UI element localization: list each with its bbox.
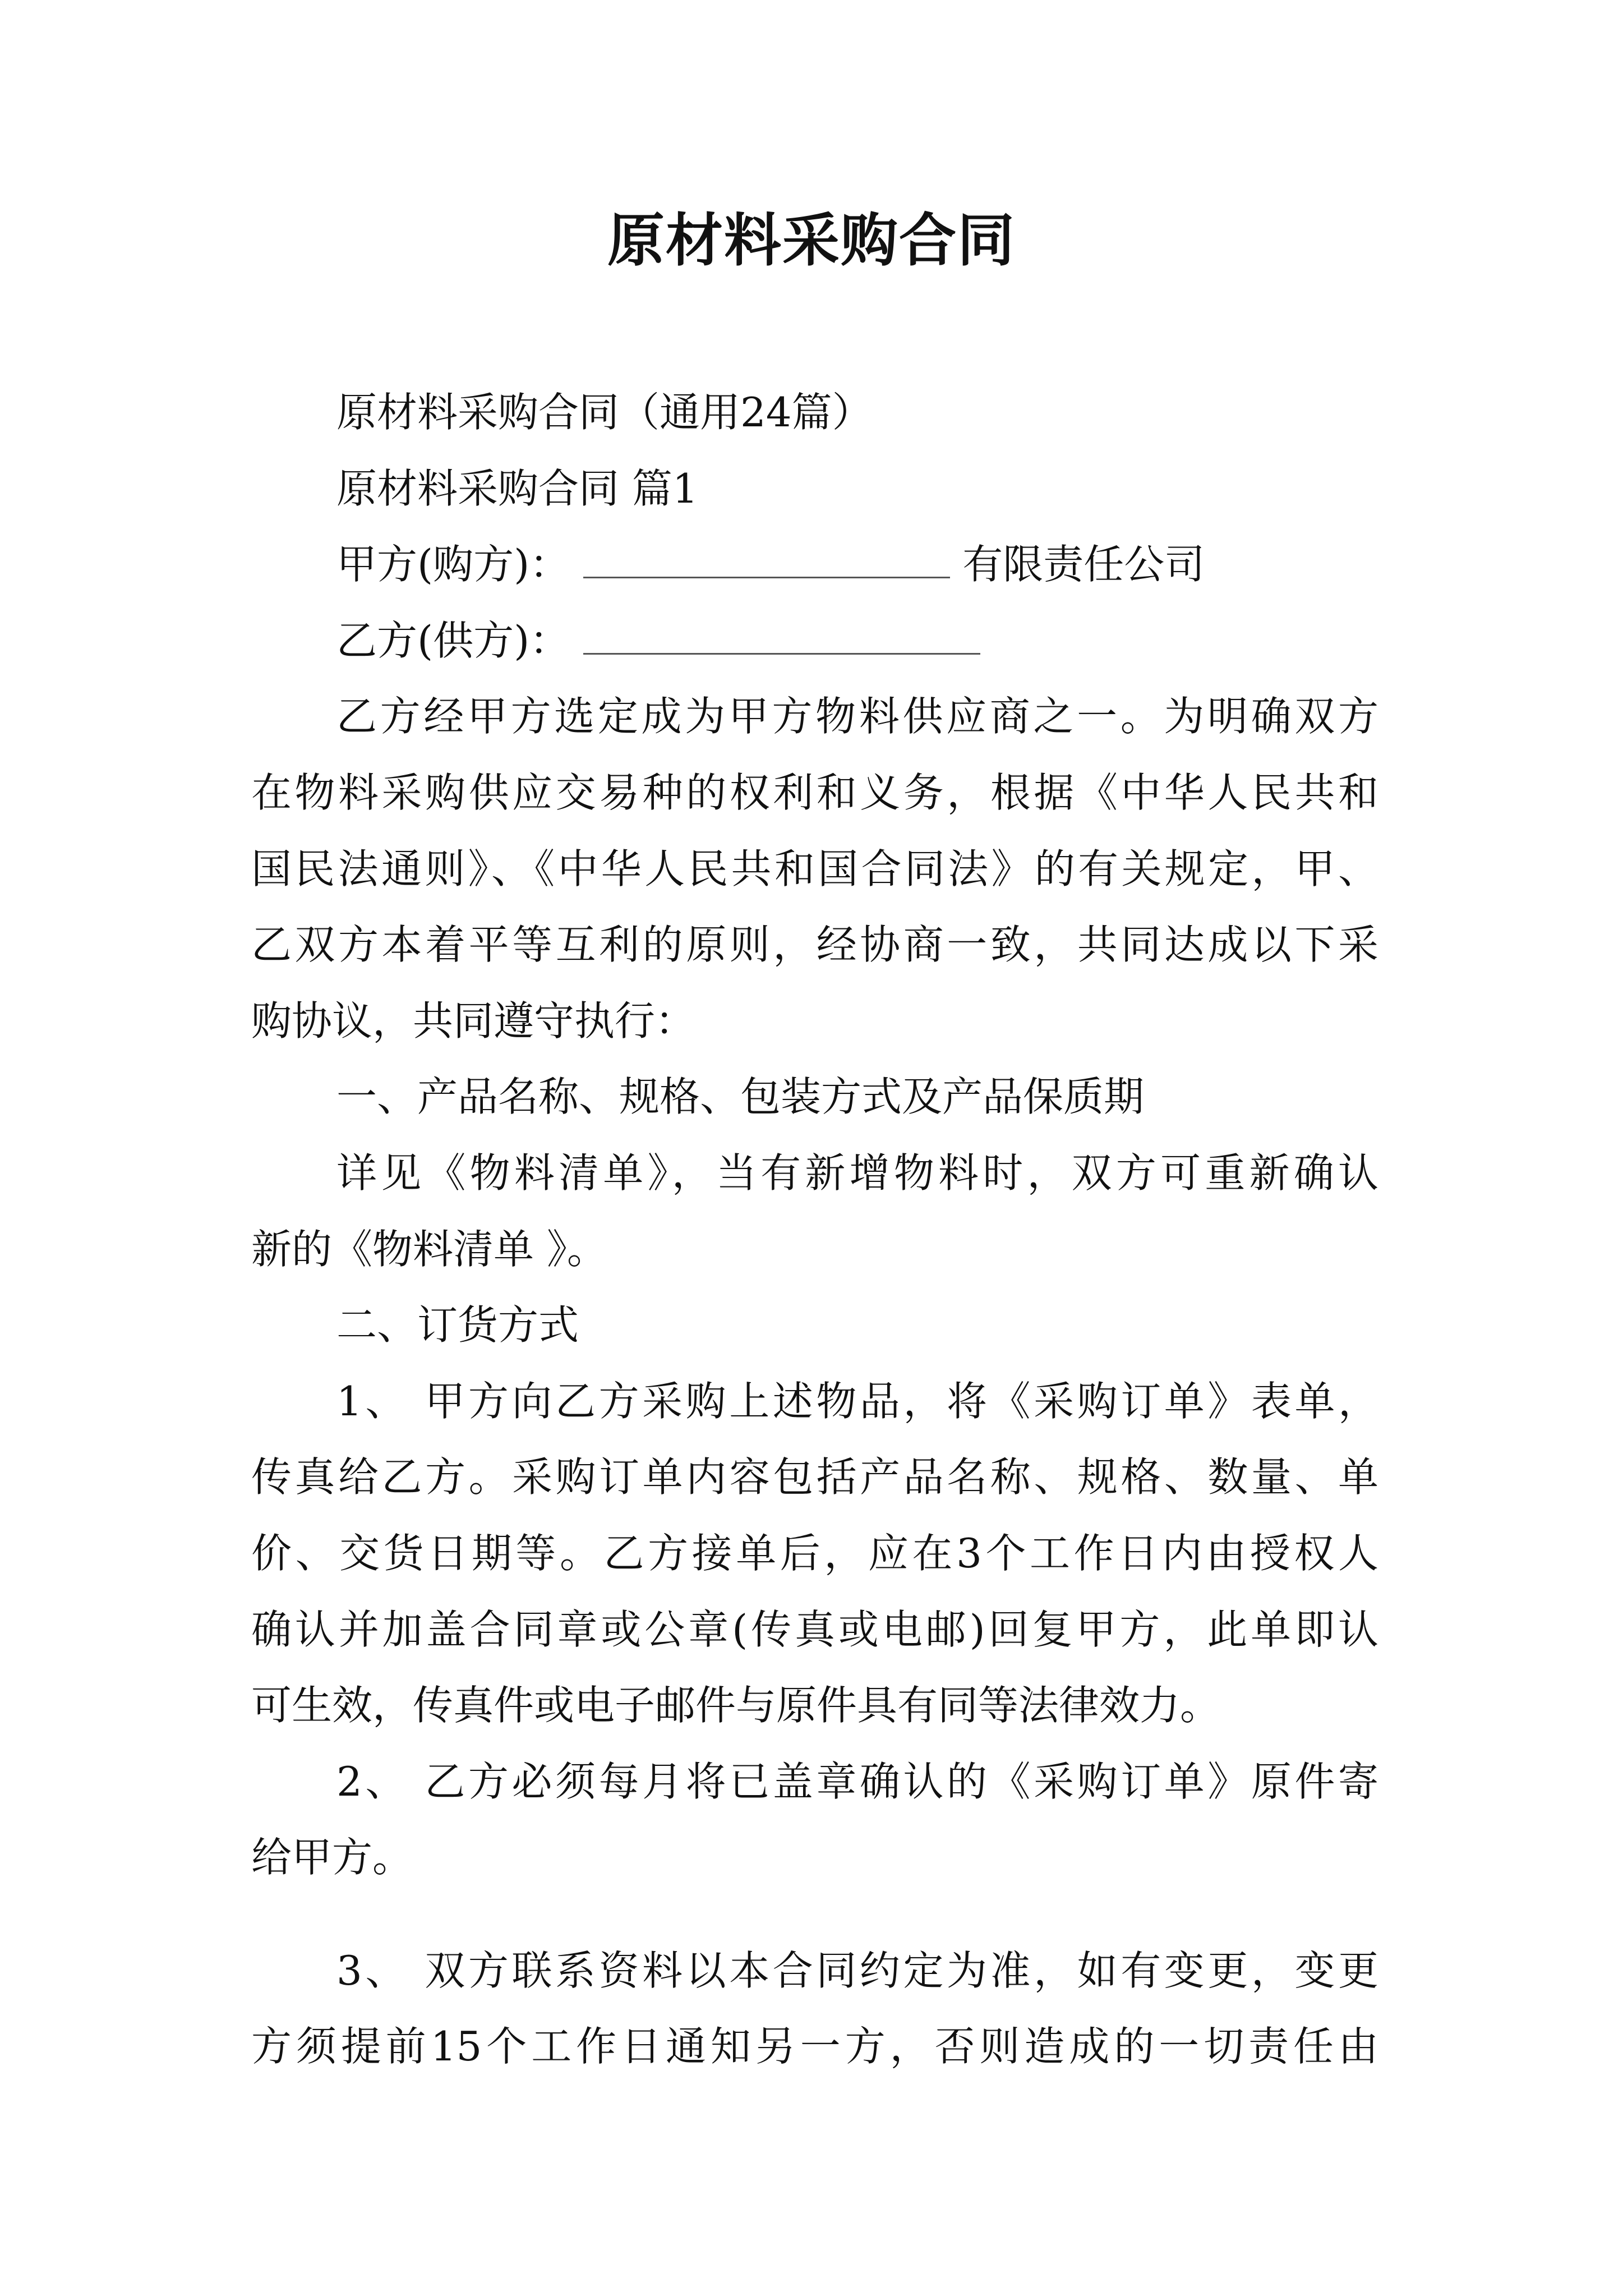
clause-2-item-1-line: 传真给乙方。采购订单内容包括产品名称、规格、数量、单: [251, 1453, 1378, 1501]
clause-1-heading: 一、产品名称、规格、包装方式及产品保质期: [336, 1073, 1145, 1121]
clause-2-heading: 二、订货方式: [336, 1301, 579, 1349]
party-a-line: [251, 527, 1378, 603]
paragraph-gap: [251, 1896, 1378, 1933]
clause-2-item-1-line: 1、 甲方向乙方采购上述物品，将《采购订单》表单，: [336, 1377, 1378, 1425]
intro-line: 在物料采购供应交易种的权利和义务，根据《中华人民共和: [251, 769, 1378, 816]
clause-2-item-2-line: 给甲方。: [251, 1834, 413, 1881]
clause-2-item-1-line: 确认并加盖合同章或公章(传真或电邮)回复甲方，此单即认: [251, 1605, 1378, 1653]
document-body: [251, 375, 1378, 2085]
clause-1-line: 新的《物料清单 》。: [251, 1225, 607, 1273]
document-subtitle: 原材料采购合同（通用24篇）: [336, 389, 873, 436]
party-a-label: 甲方(购方)：: [336, 541, 570, 588]
document-title: 原材料采购合同: [607, 208, 1016, 274]
clause-2-item-2-line: 2、 乙方必须每月将已盖章确认的《采购订单》原件寄: [336, 1757, 1378, 1805]
clause-2-item-1-line: 价、交货日期等。乙方接单后，应在3个工作日内由授权人: [251, 1529, 1378, 1577]
party-a-name-blank: [583, 541, 950, 578]
intro-line: 乙方经甲方选定成为甲方物料供应商之一。为明确双方: [336, 693, 1378, 740]
clause-2-item-3-line: 3、 双方联系资料以本合同约定为准，如有变更，变更: [336, 1947, 1378, 1994]
intro-line: 乙双方本着平等互利的原则，经协商一致，共同达成以下采: [251, 921, 1378, 969]
party-b-line: [251, 603, 1378, 679]
party-b-name-blank: [583, 617, 980, 655]
clause-2-item-3-line: 方须提前15个工作日通知另一方，否则造成的一切责任由: [251, 2023, 1378, 2070]
clause-2-item-1-line: 可生效，传真件或电子邮件与原件具有同等法律效力。: [251, 1682, 1221, 1729]
section-heading: 原材料采购合同 篇1: [336, 464, 698, 512]
party-a-suffix: 有限责任公司: [962, 541, 1205, 588]
intro-line: 国民法通则》、《中华人民共和国合同法》的有关规定，甲、: [251, 845, 1378, 892]
party-b-label: 乙方(供方)：: [336, 616, 570, 664]
intro-line: 购协议，共同遵守执行：: [251, 997, 696, 1045]
clause-1-line: 详见《物料清单》，当有新增物料时，双方可重新确认: [336, 1149, 1378, 1197]
